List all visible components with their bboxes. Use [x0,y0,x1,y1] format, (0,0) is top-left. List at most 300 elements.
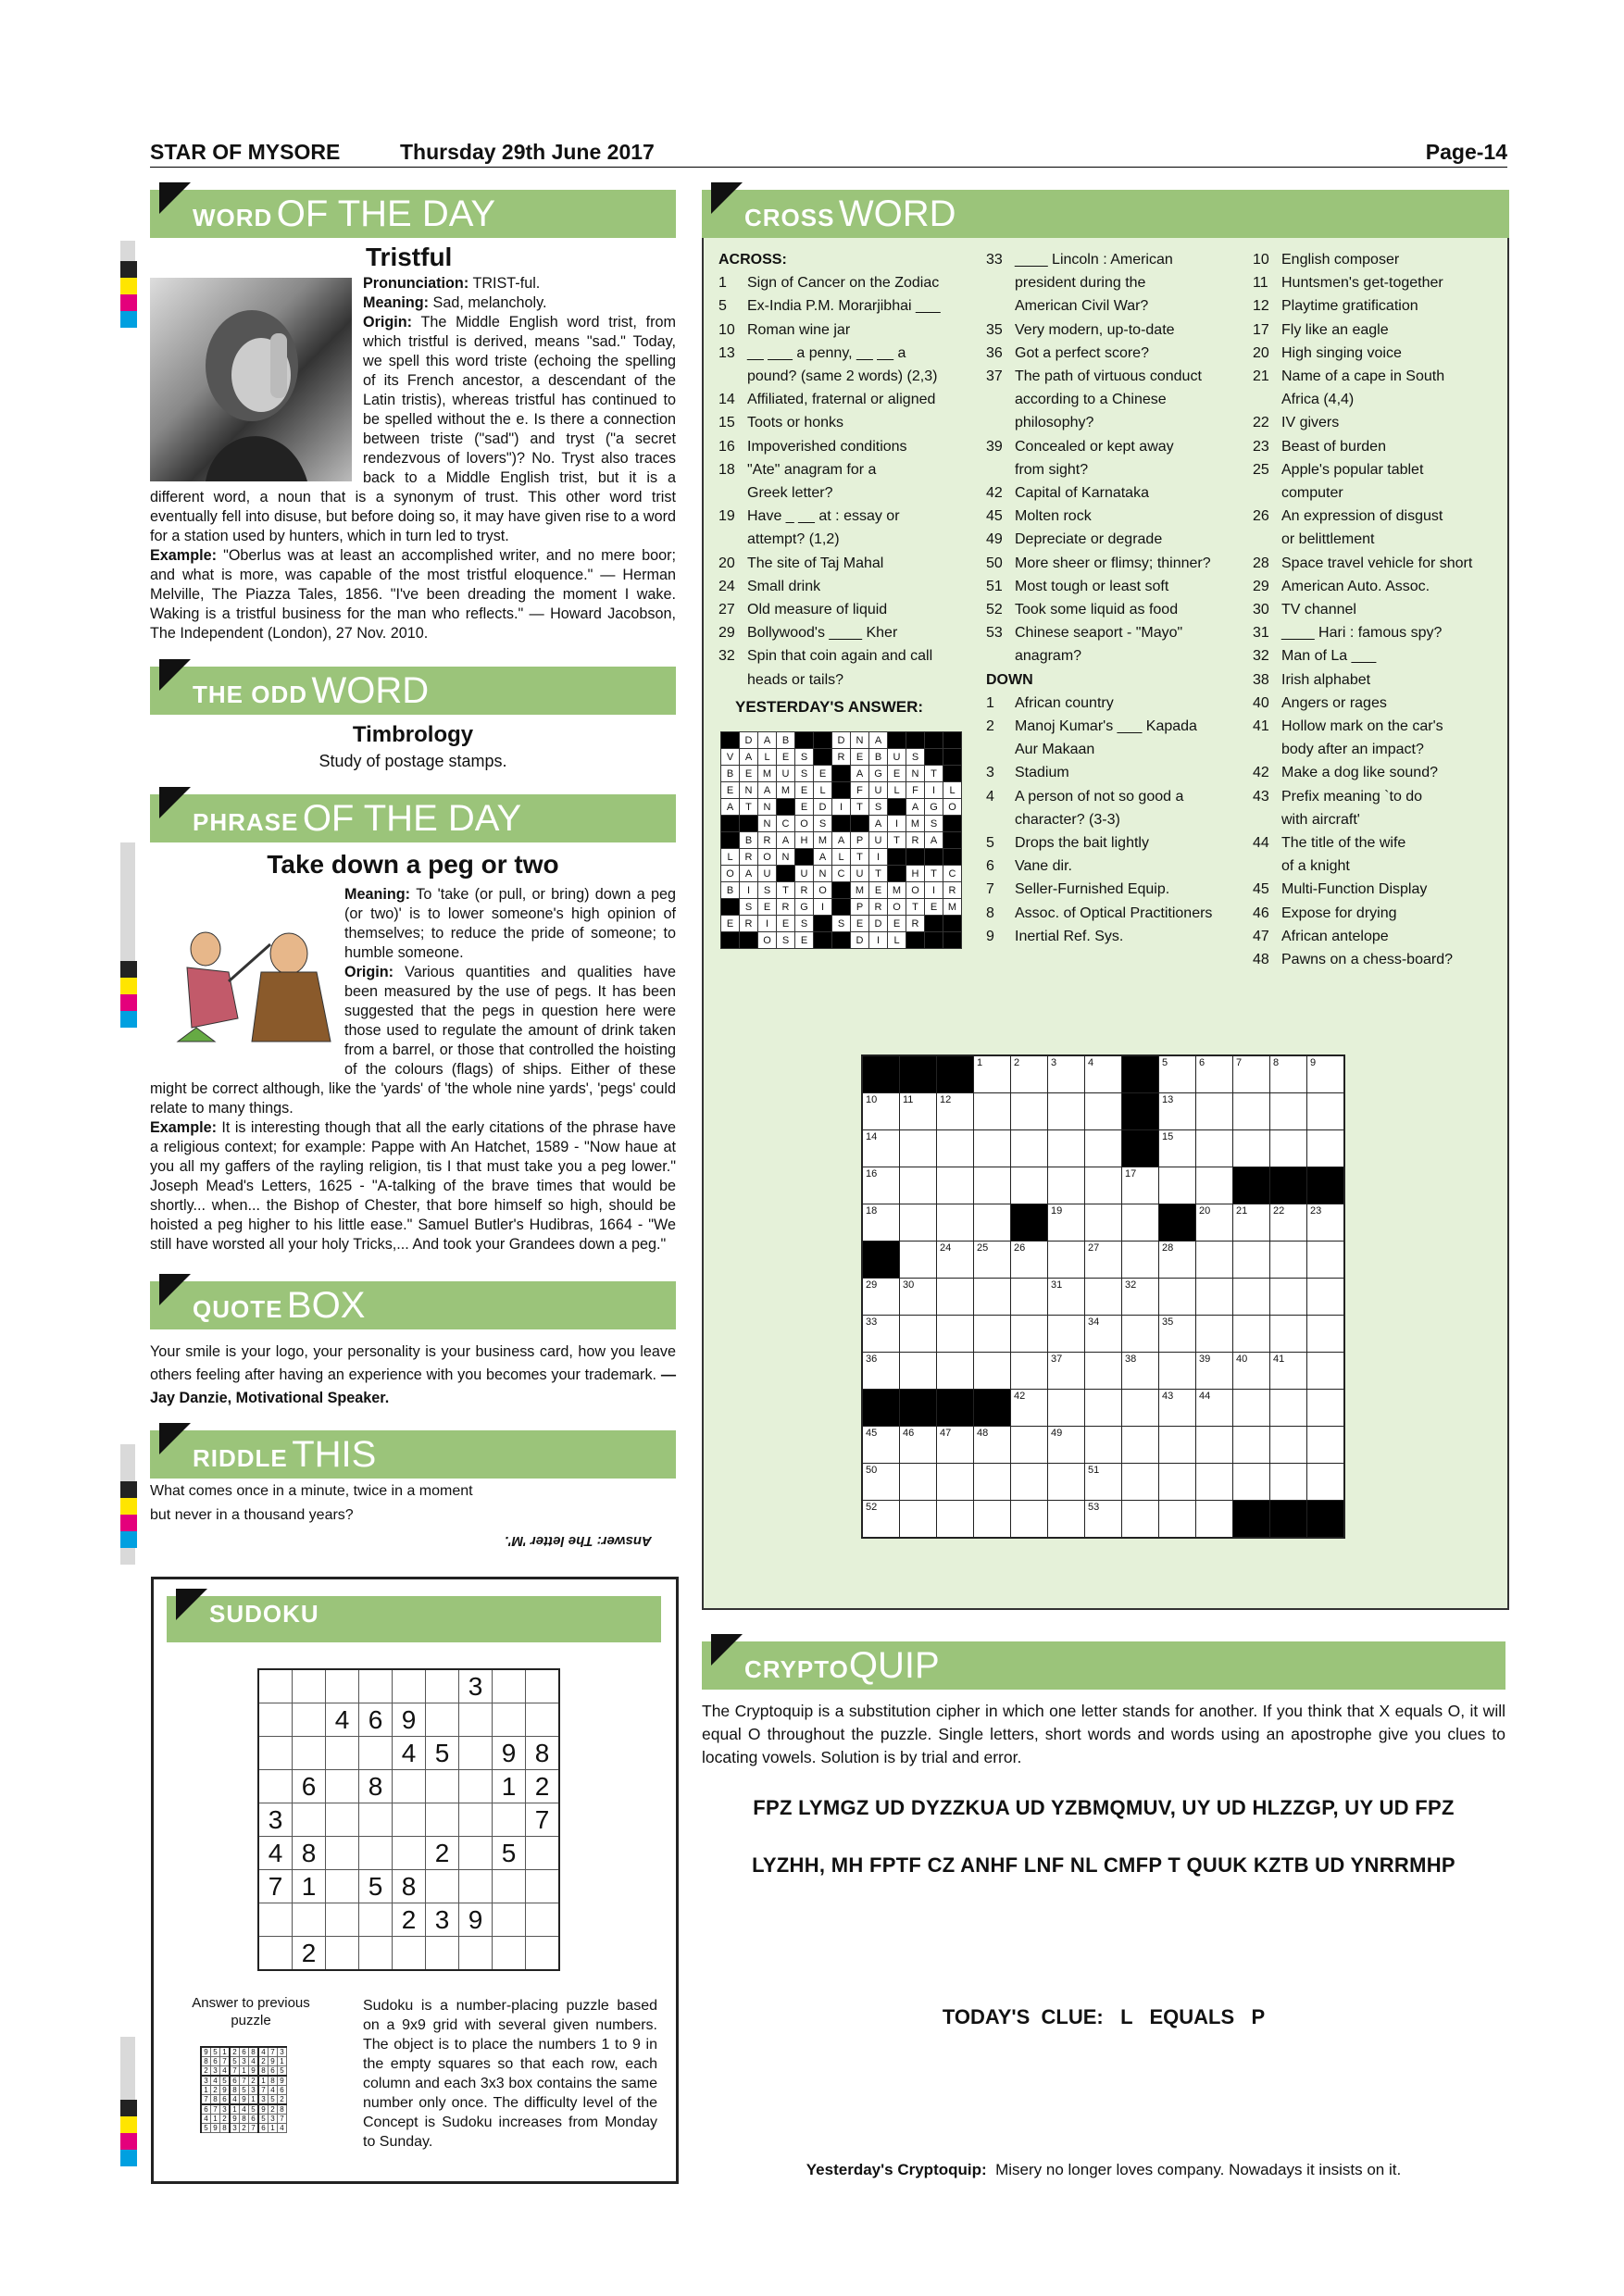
black-square [795,849,814,866]
answer-letter: O [795,816,814,832]
clue-text: Roman wine jar [747,321,851,338]
sudoku-description: Sudoku is a number-placing puzzle based on a 9x9 grid with several given numbers. The object is to place the numbers 1 to 9 in the empty squares so that each row, each column and each 3x3 box contains the same number only once. The difficulty level of the Concept is Sudoku increases from Monday to Sunday. [363,1998,657,2150]
clue-text: Greek letter? [747,485,833,502]
sudoku-cell: 3 [269,2115,278,2124]
clue-item [718,411,987,434]
clue-text: Irish alphabet [1281,671,1371,688]
clue-text: American Auto. Assoc. [1281,578,1430,594]
black-square [943,832,962,849]
answer-letter: T [925,766,943,782]
sudoku-cell: 7 [211,2104,220,2115]
black-square [1122,1093,1159,1130]
clue-number: 36 [986,344,1003,361]
clue-text: pound? (same 2 words) (2,3) [747,368,938,385]
black-square [925,932,943,949]
crossword-grid [861,1054,1345,1539]
clue-text: Man of La ___ [1281,648,1377,665]
cell-number: 15 [1162,1131,1174,1142]
black-square [777,799,795,816]
sudoku-cell: 9 [278,2076,287,2086]
crossword-cell [1085,1055,1122,1093]
sudoku-cell: 3 [211,2066,220,2077]
sudoku-cell [326,1737,359,1770]
black-square [832,766,851,782]
answer-letter: U [869,832,888,849]
clue-number: 45 [986,508,1003,525]
clue-number: 19 [718,508,735,525]
yesterday-cryptoquip [702,2161,1505,2179]
crossword-cell [974,1279,1011,1316]
answer-letter: E [888,916,906,932]
answer-letter: V [721,749,740,766]
crossword-cell [1085,1427,1122,1464]
sudoku-cell [526,1903,560,1937]
clue-text: Hollow mark on the car's [1281,718,1443,735]
sudoku-cell: 8 [240,2115,249,2124]
cell-number: 5 [1162,1057,1168,1068]
cell-number: 52 [866,1502,878,1513]
banner-small-text: THE ODD [193,680,307,708]
sudoku-cell: 2 [220,2115,231,2124]
origin: The Middle English word trist, from which tristful is derived, means "sad." Today, we spell this word triste (echoing the spelling of its French ancestor, a descendant of the Latin tristis), whereas tristful has continued to be spelled without the e. Is there a connection between triste ("sad") and tryst ("a secret rendezvous of lovers")? No. Tryst also traces back to a Middle English trist, but it is a different word, a noun that is a synonym of trust. This other word trist eventually fell into disuse, but before doing so, it may have given rise to a word for a station used by hunters, which in turn led to tryst. [150,314,676,544]
clue-number: 5 [718,298,727,315]
sudoku-cell [293,1803,326,1837]
sudoku-cell: 1 [249,2095,259,2105]
crossword-cell [1196,1279,1233,1316]
answer-letter: I [740,882,758,899]
crossword-cell [1270,1242,1307,1279]
crossword-cell [974,1353,1011,1390]
clue-text: Stadium [1015,765,1069,781]
clue-number: 12 [1253,298,1269,315]
cell-number: 32 [1125,1279,1137,1291]
black-square [943,732,962,749]
clue-number: 7 [986,881,994,898]
crossword-cell [1270,1279,1307,1316]
clue-item [986,621,1236,644]
crossword-cell [900,1204,937,1242]
clue-item [1253,505,1507,528]
sudoku-cell: 6 [201,2104,211,2115]
black-square [832,899,851,916]
origin-label: Origin: [363,314,413,331]
crossword-cell [1085,1167,1122,1204]
sudoku-cell: 6 [359,1703,393,1737]
crossword-cell [1196,1501,1233,1539]
clue-text: American Civil War? [1015,298,1149,315]
clue-number: 30 [1253,602,1269,618]
black-square [925,849,943,866]
answer-letter: A [851,766,869,782]
clue-text: Seller-Furnished Equip. [1015,881,1170,898]
crossword-cell [1196,1093,1233,1130]
black-square [721,932,740,949]
cell-number: 34 [1088,1316,1100,1328]
clue-text: Huntsmen's get-together [1281,275,1443,292]
phrase-example: It is interesting though that all the early citations of the phrase have a religious context; for example: Pappe with An Hatchet, 1589 - "Now haue at you all my gaffers of the rayling religion, tis I that must take you a peg lower." Joseph Mead's Letters, 1625 - "A-talking of the brave times that would be shortly... when... the Bishop of Chester, that bore himself so high, should be hoisted a peg higher to his little ease." Samuel Butler's Hudibras, 1664 - "We still have worsted all your holy Tricks,... And took your Grandees down a peg." [150,1119,677,1253]
clue-item [718,598,987,621]
crossword-cell [1011,1167,1048,1204]
sudoku-cell [258,1937,293,1971]
crossword-cell [1196,1390,1233,1427]
clue-item [1253,948,1507,971]
crossword-cell [1307,1390,1345,1427]
clue-text: Drops the bait lightly [1015,835,1149,852]
clue-item [1253,621,1507,644]
cell-number: 41 [1273,1354,1285,1365]
word-of-day-body [150,274,676,643]
cell-number: 38 [1125,1354,1137,1365]
sudoku-cell: 5 [359,1870,393,1903]
clue-item [986,644,1236,668]
crossword-cell [1307,1093,1345,1130]
crossword-cell [1011,1390,1048,1427]
answer-letter: N [758,799,777,816]
black-square [1270,1167,1307,1204]
clue-item [718,271,987,294]
sudoku-cell: 1 [240,2066,249,2077]
black-square [943,766,962,782]
banner-small-text: PHRASE [193,808,299,836]
answer-letter: D [740,732,758,749]
cell-number: 21 [1236,1205,1248,1217]
sudoku-cell: 8 [393,1870,426,1903]
clue-text: attempt? (1,2) [747,531,840,548]
sudoku-cell: 8 [293,1837,326,1870]
sudoku-cell: 6 [240,2047,249,2057]
crossword-cell [1307,1242,1345,1279]
crossword-cell [1011,1130,1048,1167]
crossword-cell [1011,1242,1048,1279]
answer-letter: P [851,899,869,916]
crossword-cell [1159,1242,1196,1279]
black-square [832,882,851,899]
sudoku-cell [359,1837,393,1870]
black-square [832,932,851,949]
black-square [888,866,906,882]
clue-text: Toots or honks [747,415,844,431]
crossword-cell [937,1353,974,1390]
crossword-cell [1196,1353,1233,1390]
sudoku-cell: 6 [230,2076,240,2086]
sudoku-cell [293,1737,326,1770]
sudoku-cell: 6 [211,2057,220,2066]
sudoku-cell: 5 [269,2095,278,2105]
clue-text: The path of virtuous conduct [1015,368,1202,385]
clue-text: Old measure of liquid [747,602,888,618]
clue-number: 11 [1253,275,1268,292]
sudoku-cell: 3 [240,2057,249,2066]
sudoku-cell: 5 [230,2057,240,2066]
phrase-origin-label: Origin: [344,964,394,980]
crossword-cell [900,1316,937,1353]
clue-number: 3 [986,765,994,781]
clue-text: anagram? [1015,648,1082,665]
crossword-cell [1048,1167,1085,1204]
sudoku-cell: 7 [278,2115,287,2124]
crossword-cell [1233,1279,1270,1316]
black-square [925,749,943,766]
cell-number: 2 [1014,1057,1020,1068]
clue-text: Inertial Ref. Sys. [1015,928,1124,944]
clue-text: Got a perfect score? [1015,344,1149,361]
clue-item [718,388,987,411]
sudoku-cell [326,1937,359,1971]
clue-number: 16 [718,438,735,455]
clue-number: 5 [986,835,994,852]
phrase-title: Take down a peg or two [267,850,559,879]
cell-number: 3 [1051,1057,1057,1068]
sudoku-cell: 7 [258,2086,269,2095]
sudoku-cell: 4 [211,2076,220,2086]
answer-letter: R [906,832,925,849]
crossword-cell [1122,1501,1159,1539]
cryptoquip-line-1: FPZ LYMGZ UD DYZZKUA UD YZBMQMUV, UY UD HLZZGP, UY UD FPZ [753,1796,1455,1819]
crossword-cell [1159,1464,1196,1501]
answer-letter: S [925,816,943,832]
cell-number: 23 [1310,1205,1322,1217]
crossword-cell [1011,1316,1048,1353]
crossword-cell [937,1501,974,1539]
sudoku-cell [359,1937,393,1971]
sudoku-cell: 2 [258,2057,269,2066]
crossword-cell [1048,1501,1085,1539]
riddle-line-2: but never in a thousand years? [150,1507,354,1523]
clue-item [986,575,1236,598]
clue-text: Space travel vehicle for short [1281,555,1473,571]
cryptoquip-clue: TODAY'S CLUE: L EQUALS P [942,2005,1266,2028]
quote-author: —Jay Danzie, Motivational Speaker. [150,1366,676,1406]
black-square [862,1390,900,1427]
clue-number: 32 [1253,648,1269,665]
crossword-cell [1122,1316,1159,1353]
answer-letter: E [795,782,814,799]
crossword-cell [862,1501,900,1539]
clue-number: 1 [718,275,727,292]
cell-number: 31 [1051,1279,1063,1291]
sudoku-cell: 4 [278,2124,287,2133]
crossword-cell [1196,1167,1233,1204]
sudoku-cell: 7 [249,2124,259,2133]
sudoku-cell: 8 [220,2124,231,2133]
answer-letter: M [906,816,925,832]
crossword-cell [1159,1093,1196,1130]
answer-letter: N [851,732,869,749]
cell-number: 42 [1014,1391,1026,1402]
crossword-cell [974,1316,1011,1353]
pronunciation: TRIST-ful. [472,275,541,292]
clue-text: Very modern, up-to-date [1015,321,1175,338]
color-registration-mark [120,1481,137,1548]
answer-letter: D [869,916,888,932]
crossword-cell [862,1167,900,1204]
clue-text: Chinese seaport - "Mayo" [1015,625,1183,642]
clue-text: Manoj Kumar's ___ Kapada [1015,718,1197,735]
clue-text: Affiliated, fraternal or aligned [747,392,936,408]
answer-letter: B [721,766,740,782]
clue-text: Multi-Function Display [1281,881,1428,898]
answer-letter: R [795,882,814,899]
crossword-cell [1048,1279,1085,1316]
word-title: Tristful [366,243,453,271]
sudoku-cell [393,1937,426,1971]
down-heading: DOWN [986,671,1033,688]
cell-number: 47 [940,1428,952,1439]
crossword-cell [1233,1093,1270,1130]
clue-item [1253,271,1507,294]
answer-letter: L [814,782,832,799]
black-square [1233,1167,1270,1204]
sudoku-cell [493,1937,526,1971]
crossword-clues-col-1 [718,248,987,718]
clue-number: 33 [986,252,1003,268]
answer-letter: U [869,782,888,799]
answer-letter: T [777,882,795,899]
answer-letter: N [777,849,795,866]
clue-number: 39 [986,438,1003,455]
sudoku-cell [293,1669,326,1703]
sudoku-cell: 9 [240,2095,249,2105]
crossword-cell [1085,1353,1122,1390]
answer-letter: E [777,916,795,932]
crossword-cell [1048,1130,1085,1167]
clue-text: with aircraft' [1281,811,1360,828]
issue-date: Thursday 29th June 2017 [400,140,655,164]
clue-item [1253,318,1507,342]
sudoku-cell: 2 [393,1903,426,1937]
black-square [925,732,943,749]
sudoku-cell [293,1903,326,1937]
clue-text: Assoc. of Optical Practitioners [1015,905,1213,921]
banner-big-text: THIS [292,1434,377,1475]
crossword-cell [1270,1055,1307,1093]
crossword-cell [1159,1167,1196,1204]
sudoku-cell: 7 [240,2076,249,2086]
clue-item [986,598,1236,621]
crossword-cell [900,1464,937,1501]
cell-number: 17 [1125,1168,1137,1179]
crossword-cell [1196,1204,1233,1242]
clue-item [986,831,1236,855]
clue-text: Angers or rages [1281,694,1387,711]
across-heading: ACROSS: [718,252,787,268]
clue-text: Depreciate or degrade [1015,531,1163,548]
clue-number: 38 [1253,671,1269,688]
cell-number: 45 [866,1428,878,1439]
answer-letter: G [925,799,943,816]
answer-letter: T [851,799,869,816]
sudoku-cell [526,1703,560,1737]
answer-letter: E [721,916,740,932]
answer-letter: T [925,866,943,882]
quote-text [150,1341,676,1410]
clue-number: 40 [1253,694,1269,711]
answer-letter: S [795,766,814,782]
clue-text: The title of the wife [1281,835,1406,852]
sudoku-cell: 7 [220,2057,231,2066]
color-registration-mark [120,2100,137,2166]
answer-letter: T [888,832,906,849]
black-square [721,899,740,916]
sudoku-cell: 3 [249,2086,259,2095]
clue-item [986,902,1236,925]
answer-letter: R [869,899,888,916]
sudoku-cell: 1 [293,1870,326,1903]
crossword-cell [1159,1390,1196,1427]
banner-big-text: OF THE DAY [302,798,522,839]
sudoku-cell: 7 [230,2066,240,2077]
cell-number: 33 [866,1316,878,1328]
answer-letter: I [814,899,832,916]
clue-item [986,878,1236,901]
crossword-cell [1085,1464,1122,1501]
clue-number: 20 [718,555,735,571]
sudoku-cell: 9 [249,2066,259,2077]
clue-item [1253,644,1507,668]
crossword-cell [862,1130,900,1167]
masthead [150,137,1507,168]
cell-number: 4 [1088,1057,1094,1068]
banner-small-text: WORD [193,204,273,231]
crossword-cell [862,1093,900,1130]
clue-item [718,668,987,692]
sudoku-cell: 8 [249,2047,259,2057]
sudoku-cell: 9 [393,1703,426,1737]
cell-number: 16 [866,1168,878,1179]
cell-number: 28 [1162,1242,1174,1254]
cell-number: 11 [903,1094,914,1105]
clue-item [1253,855,1507,878]
black-square [862,1242,900,1279]
black-square [862,1055,900,1093]
clue-text: Capital of Karnataka [1015,485,1149,502]
sudoku-cell: 1 [269,2124,278,2133]
clue-number: 43 [1253,788,1269,805]
clue-item [986,715,1236,738]
answer-letter: S [814,816,832,832]
crossword-cell [900,1242,937,1279]
crossword-clues-col-2 [986,248,1236,948]
clue-text: president during the [1015,275,1146,292]
crossword-cell [1307,1427,1345,1464]
sudoku-cell: 8 [230,2086,240,2095]
clue-item [986,738,1236,761]
crossword-cell [862,1353,900,1390]
clue-item [1253,528,1507,551]
clue-item [986,294,1236,318]
sudoku-cell: 3 [278,2047,287,2057]
answer-letter: O [906,882,925,899]
black-square [943,849,962,866]
yesterday-answer-label: YESTERDAY'S ANSWER: [735,697,924,716]
clue-number: 47 [1253,928,1269,944]
crossword-cell [1270,1427,1307,1464]
answer-letter: U [777,766,795,782]
sudoku-cell: 5 [278,2066,287,2077]
clue-text: Prefix meaning `to do [1281,788,1423,805]
cell-number: 35 [1162,1316,1174,1328]
answer-letter: S [795,916,814,932]
clue-text: Small drink [747,578,821,594]
clue-number: 42 [1253,765,1269,781]
cell-number: 46 [903,1428,915,1439]
answer-letter: O [758,932,777,949]
sudoku-cell [426,1770,459,1803]
sudoku-cell: 4 [393,1737,426,1770]
black-square [906,732,925,749]
sudoku-cell: 8 [211,2095,220,2105]
phrase-body [150,885,676,1254]
